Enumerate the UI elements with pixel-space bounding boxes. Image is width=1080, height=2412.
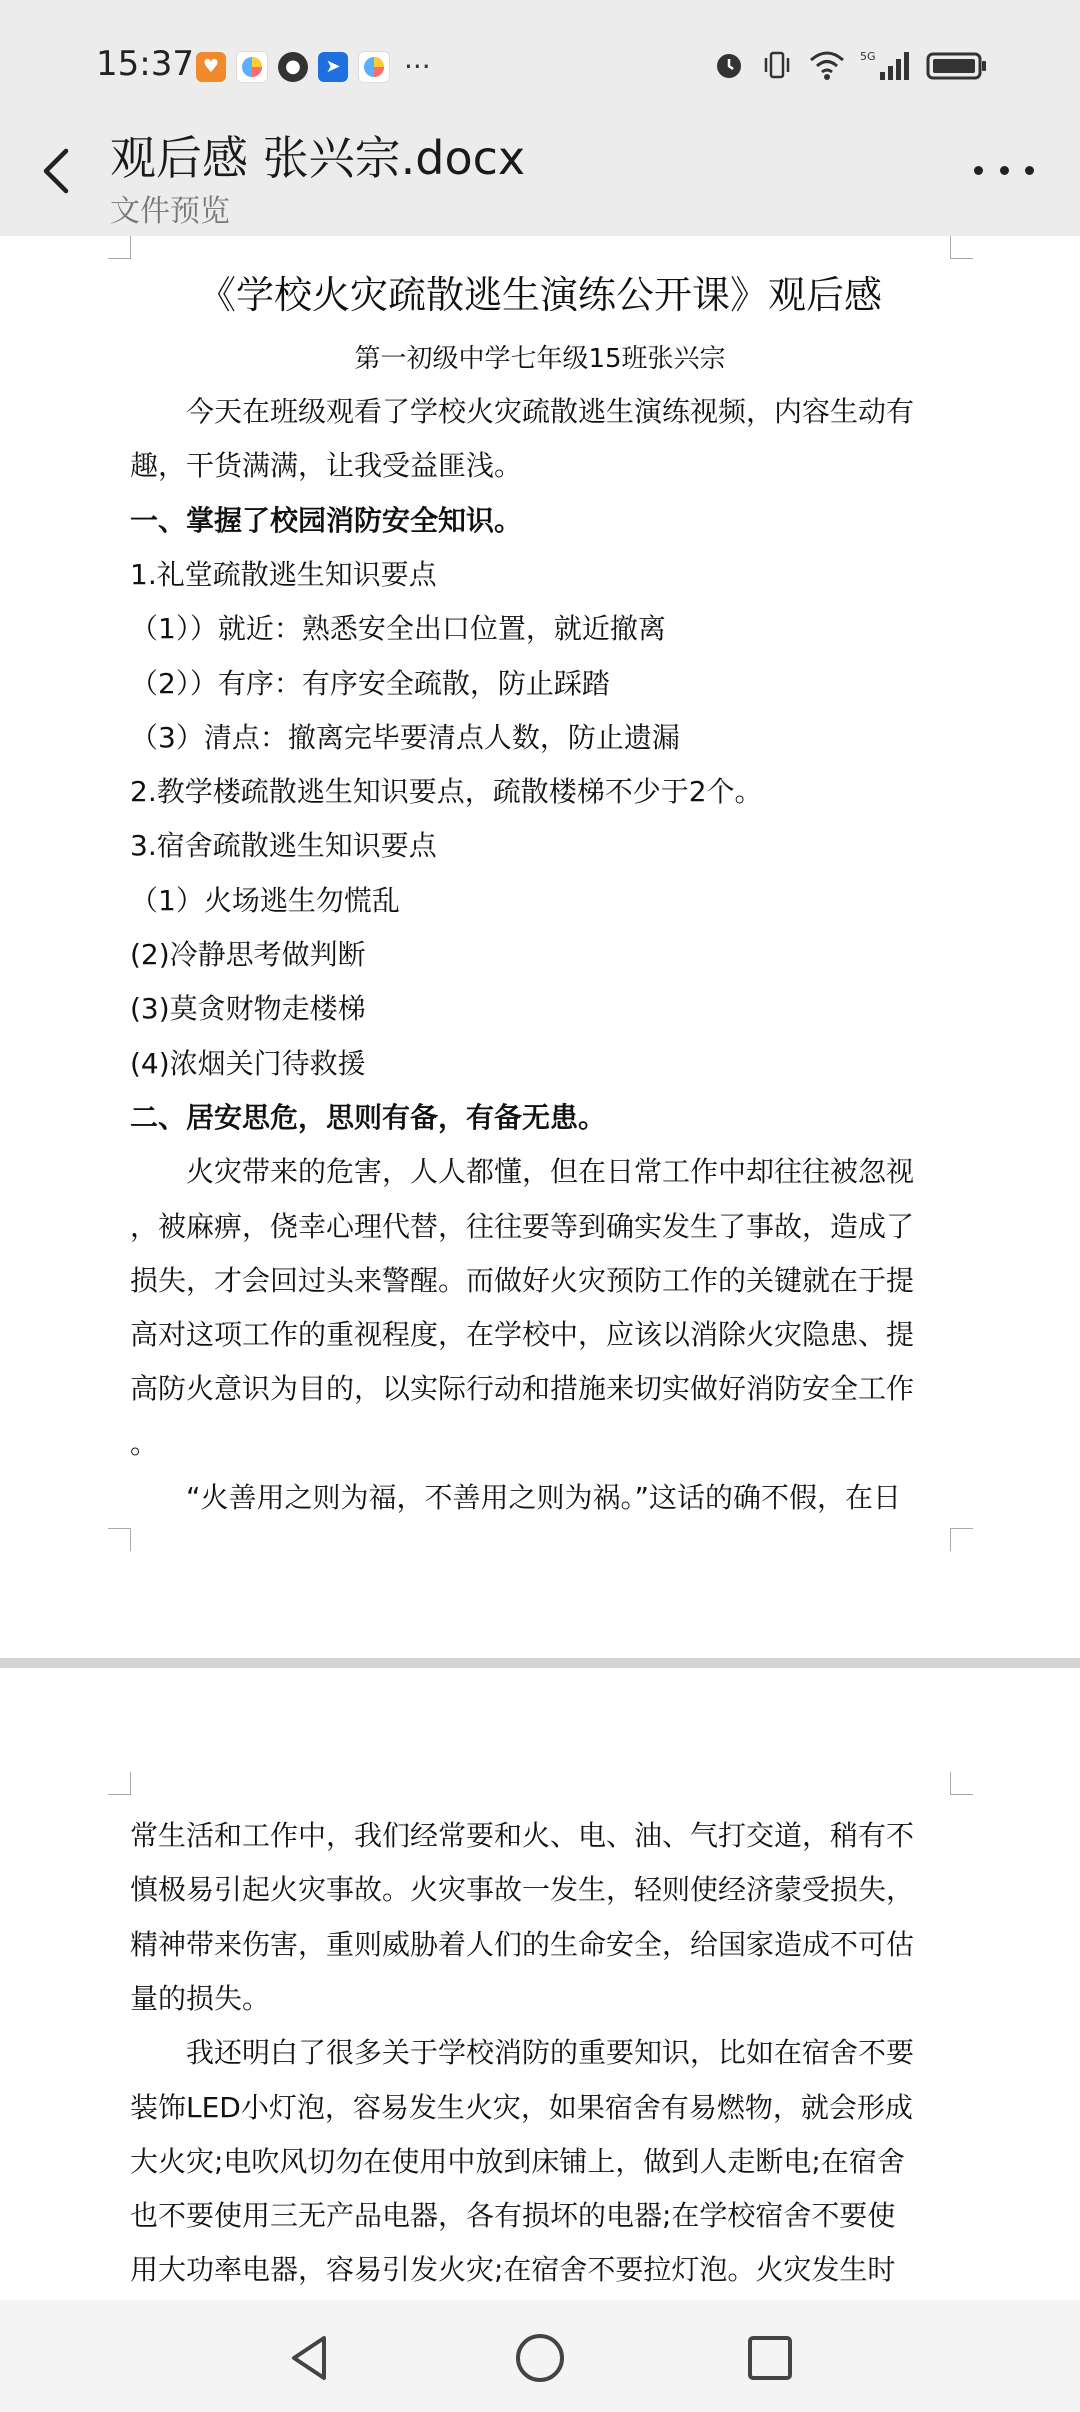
document-title: 《学校火灾疏散逃生演练公开课》观后感 — [197, 273, 882, 317]
document-text-line: 我还明白了很多关于学校消防的重要知识，比如在宿舍不要 — [186, 2036, 915, 2070]
svg-text:5G: 5G — [860, 50, 876, 63]
more-notifications-icon: ··· — [404, 50, 431, 83]
file-preview-label: 文件预览 — [110, 194, 230, 229]
back-triangle-icon[interactable] — [282, 2330, 338, 2386]
more-options-icon[interactable] — [974, 166, 1034, 180]
orange-app-icon: ♥ — [196, 52, 226, 82]
back-arrow-icon[interactable] — [36, 146, 76, 196]
document-text-line: (3)莫贪财物走楼梯 — [130, 992, 366, 1026]
section-heading: 一、掌握了校园消防安全知识。 — [130, 503, 523, 537]
document-text-line: 用大功率电器，容易引发火灾;在宿舍不要拉灯泡。火灾发生时 — [130, 2253, 896, 2287]
section-heading: 二、居安思危，思则有备，有备无患。 — [130, 1100, 607, 1134]
document-text-line: 。 — [130, 1426, 159, 1460]
vibrate-icon — [760, 48, 794, 82]
document-text-line: 精神带来伤害，重则威胁着人们的生命安全，给国家造成不可估 — [130, 1927, 915, 1961]
document-text-line: ，被麻痹，侥幸心理代替，往往要等到确实发生了事故，造成了 — [130, 1209, 915, 1243]
recents-square-icon[interactable] — [742, 2330, 798, 2386]
colorful-app-icon — [236, 51, 268, 83]
alarm-icon — [712, 48, 746, 82]
document-text-line: 高防火意识为目的，以实际行动和措施来切实做好消防安全工作 — [130, 1372, 915, 1406]
colorful-app-icon — [358, 51, 390, 83]
5g-signal-icon — [860, 48, 912, 82]
document-text-line: “火善用之则为福，不善用之则为祸。”这话的确不假，在日 — [186, 1481, 902, 1514]
document-text-line: 损失，才会回过头来警醒。而做好火灾预防工作的关键就在于提 — [130, 1263, 915, 1297]
document-text-line: 今天在班级观看了学校火灾疏散逃生演练视频，内容生动有 — [186, 395, 915, 428]
system-status-icons — [712, 48, 988, 82]
notification-icons — [196, 50, 431, 83]
document-filename: 观后感 张兴宗.docx — [110, 131, 526, 185]
page-corner-mark — [108, 1772, 131, 1795]
blue-app-icon: ➤ — [318, 52, 348, 82]
document-text-line: 火灾带来的危害，人人都懂，但在日常工作中却往往被忽视 — [186, 1155, 915, 1189]
page-corner-mark — [108, 236, 131, 259]
page-corner-mark — [108, 1528, 131, 1551]
home-circle-icon[interactable] — [512, 2330, 568, 2386]
document-text-line: 大火灾;电吹风切勿在使用中放到床铺上，做到人走断电;在宿舍 — [130, 2144, 905, 2178]
chat-bubble-icon: ● — [278, 52, 308, 82]
page-separator — [0, 1658, 1080, 1668]
status-time: 15:37 — [96, 44, 194, 84]
status-bar — [0, 0, 1080, 126]
document-text-line: 1.礼堂疏散逃生知识要点 — [130, 557, 437, 591]
document-text-line: 也不要使用三无产品电器，各有损坏的电器;在学校宿舍不要使 — [130, 2199, 896, 2233]
document-text-line: 量的损失。 — [130, 1981, 271, 2015]
document-text-line: （1）火场逃生勿慌乱 — [130, 883, 400, 917]
document-text-line: 3.宿舍疏散逃生知识要点 — [130, 829, 437, 863]
document-text-line: （2））有序：有序安全疏散，防止踩踏 — [130, 666, 610, 700]
page-corner-mark — [950, 1528, 973, 1551]
page-corner-mark — [950, 236, 973, 259]
document-text-line: 常生活和工作中，我们经常要和火、电、油、气打交道，稍有不 — [130, 1819, 915, 1852]
document-text-line: (2)冷静思考做判断 — [130, 938, 366, 971]
wifi-icon — [808, 48, 846, 82]
document-text-line: (4)浓烟关门待救援 — [130, 1046, 366, 1080]
document-text-line: 高对这项工作的重视程度，在学校中，应该以消除火灾隐患、提 — [130, 1318, 915, 1352]
page-corner-mark — [950, 1772, 973, 1795]
document-text-line: 2.教学楼疏散逃生知识要点，疏散楼梯不少于2个。 — [130, 775, 763, 809]
document-author: 第一初级中学七年级15班张兴宗 — [354, 344, 726, 374]
document-text-line: （3）清点：撤离完毕要清点人数，防止遗漏 — [130, 720, 680, 754]
document-text-line: 装饰LED小灯泡，容易发生火灾，如果宿舍有易燃物，就会形成 — [130, 2090, 913, 2124]
document-text-line: 慎极易引起火灾事故。火灾事故一发生，轻则使经济蒙受损失， — [130, 1873, 915, 1907]
document-text-line: 趣，干货满满，让我受益匪浅。 — [130, 449, 523, 483]
document-text-line: （1））就近：熟悉安全出口位置，就近撤离 — [130, 612, 666, 646]
battery-icon — [926, 48, 988, 82]
